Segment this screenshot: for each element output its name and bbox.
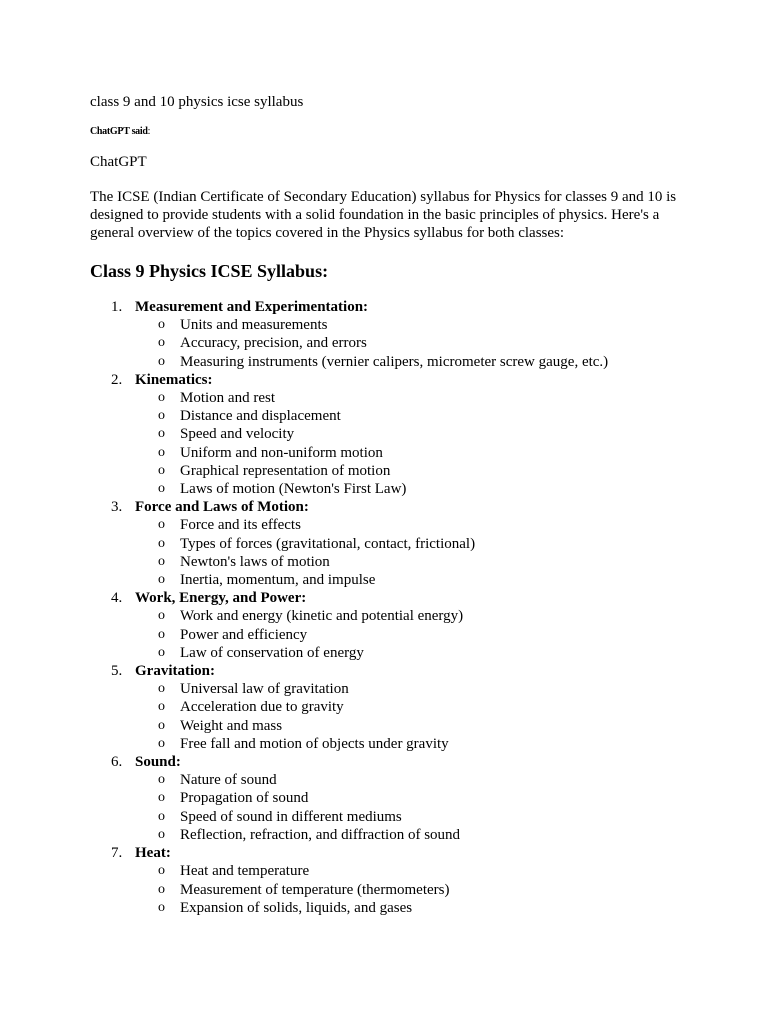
subtopic-list bbox=[90, 862, 690, 917]
subtopic-item bbox=[90, 826, 690, 844]
topic-title: Work, Energy, and Power: bbox=[135, 590, 307, 607]
subtopic-text: Nature of sound bbox=[180, 772, 277, 789]
subtopic-text: Work and energy (kinetic and potential energy) bbox=[180, 608, 464, 625]
subtopic-item bbox=[90, 607, 690, 625]
document-page bbox=[90, 92, 690, 917]
subtopic-text: Inertia, momentum, and impulse bbox=[180, 572, 376, 589]
subtopic-text: Types of forces (gravitational, contact, frictional) bbox=[180, 535, 476, 552]
topic-header bbox=[90, 753, 690, 771]
subtopic-item bbox=[90, 462, 690, 480]
subtopic-item bbox=[90, 316, 690, 334]
bullet-icon: o bbox=[158, 790, 165, 806]
subtopic-item bbox=[90, 644, 690, 662]
subtopic-list bbox=[90, 607, 690, 662]
subtopic-text: Measurement of temperature (thermometers) bbox=[180, 881, 450, 898]
bullet-icon: o bbox=[158, 444, 165, 460]
subtopic-item bbox=[90, 881, 690, 899]
said-label bbox=[90, 126, 690, 138]
topic-title: Force and Laws of Motion: bbox=[135, 499, 309, 516]
subtopic-text: Motion and rest bbox=[180, 390, 275, 407]
subtopic-text: Speed and velocity bbox=[180, 426, 295, 443]
subtopic-item bbox=[90, 389, 690, 407]
said-label-colon: : bbox=[147, 126, 151, 137]
bullet-icon: o bbox=[158, 699, 165, 715]
subtopic-text: Free fall and motion of objects under gravity bbox=[180, 735, 449, 752]
subtopic-list bbox=[90, 516, 690, 589]
said-label-bold: ChatGPT said bbox=[90, 126, 148, 137]
topic-title: Sound: bbox=[135, 754, 181, 771]
bullet-icon: o bbox=[158, 517, 165, 533]
subtopic-text: Uniform and non-uniform motion bbox=[180, 444, 383, 461]
subtopic-text: Units and measurements bbox=[180, 317, 328, 334]
subtopic-item bbox=[90, 808, 690, 826]
subtopic-text: Power and efficiency bbox=[180, 626, 308, 643]
bullet-icon: o bbox=[158, 717, 165, 733]
bullet-icon: o bbox=[158, 553, 165, 569]
subtopic-list bbox=[90, 680, 690, 753]
topic-item bbox=[90, 498, 690, 589]
subtopic-item bbox=[90, 771, 690, 789]
subtopic-text: Force and its effects bbox=[180, 517, 301, 534]
bullet-icon: o bbox=[158, 390, 165, 406]
subtopic-text: Distance and displacement bbox=[180, 408, 341, 425]
bullet-icon: o bbox=[158, 481, 165, 497]
topic-header bbox=[90, 662, 690, 680]
topic-list bbox=[90, 298, 690, 917]
subtopic-item bbox=[90, 626, 690, 644]
topic-header bbox=[90, 371, 690, 389]
bullet-icon: o bbox=[158, 772, 165, 788]
subtopic-text: Weight and mass bbox=[180, 717, 283, 734]
bullet-icon: o bbox=[158, 408, 165, 424]
subtopic-item bbox=[90, 899, 690, 917]
subtopic-text: Universal law of gravitation bbox=[180, 681, 349, 698]
topic-number: 3. bbox=[111, 499, 123, 516]
subtopic-text: Accuracy, precision, and errors bbox=[180, 335, 367, 352]
subtopic-text: Speed of sound in different mediums bbox=[180, 808, 402, 825]
subtopic-item bbox=[90, 680, 690, 698]
topic-item bbox=[90, 298, 690, 371]
subtopic-item bbox=[90, 553, 690, 571]
topic-item bbox=[90, 371, 690, 498]
bullet-icon: o bbox=[158, 572, 165, 588]
subtopic-item bbox=[90, 334, 690, 352]
subtopic-item bbox=[90, 425, 690, 443]
intro-paragraph: The ICSE (Indian Certificate of Secondary Education) syllabus for Physics for classes 9 and 10 is designed to provide students with a solid foundation in the basic principles of physics. Here's a general overview of the topics covered in the Physics syllabus for both classes: bbox=[90, 189, 677, 241]
topic-title: Gravitation: bbox=[135, 663, 215, 680]
bullet-icon: o bbox=[158, 808, 165, 824]
topic-header bbox=[90, 498, 690, 516]
assistant-name: ChatGPT bbox=[90, 154, 147, 170]
topic-title: Kinematics: bbox=[135, 371, 213, 388]
bullet-icon: o bbox=[158, 681, 165, 697]
section-heading: Class 9 Physics ICSE Syllabus: bbox=[90, 261, 329, 281]
topic-item bbox=[90, 844, 690, 917]
topic-title: Measurement and Experimentation: bbox=[135, 299, 369, 315]
topic-number: 6. bbox=[111, 754, 123, 771]
user-prompt: class 9 and 10 physics icse syllabus bbox=[90, 94, 304, 110]
topic-item bbox=[90, 589, 690, 662]
bullet-icon: o bbox=[158, 644, 165, 660]
topic-title: Heat: bbox=[135, 845, 171, 862]
subtopic-list bbox=[90, 316, 690, 371]
subtopic-text: Acceleration due to gravity bbox=[180, 699, 344, 716]
bullet-icon: o bbox=[158, 426, 165, 442]
subtopic-text: Propagation of sound bbox=[180, 790, 309, 807]
bullet-icon: o bbox=[158, 863, 165, 879]
subtopic-item bbox=[90, 735, 690, 753]
topic-item bbox=[90, 662, 690, 753]
subtopic-item bbox=[90, 535, 690, 553]
subtopic-text: Expansion of solids, liquids, and gases bbox=[180, 899, 413, 916]
subtopic-item bbox=[90, 571, 690, 589]
subtopic-text: Reflection, refraction, and diffraction of sound bbox=[180, 826, 461, 843]
subtopic-text: Laws of motion (Newton's First Law) bbox=[180, 481, 407, 498]
topic-header bbox=[90, 298, 690, 316]
subtopic-item bbox=[90, 444, 690, 462]
bullet-icon: o bbox=[158, 608, 165, 624]
subtopic-item bbox=[90, 698, 690, 716]
bullet-icon: o bbox=[158, 899, 165, 915]
bullet-icon: o bbox=[158, 353, 165, 369]
topic-number: 7. bbox=[111, 845, 123, 862]
subtopic-item bbox=[90, 353, 690, 371]
bullet-icon: o bbox=[158, 735, 165, 751]
bullet-icon: o bbox=[158, 535, 165, 551]
subtopic-item bbox=[90, 862, 690, 880]
subtopic-text: Law of conservation of energy bbox=[180, 644, 364, 661]
bullet-icon: o bbox=[158, 881, 165, 897]
subtopic-text: Heat and temperature bbox=[180, 863, 310, 880]
subtopic-text: Graphical representation of motion bbox=[180, 462, 391, 479]
subtopic-item bbox=[90, 480, 690, 498]
bullet-icon: o bbox=[158, 317, 165, 333]
topic-item bbox=[90, 753, 690, 844]
bullet-icon: o bbox=[158, 626, 165, 642]
subtopic-text: Newton's laws of motion bbox=[180, 553, 330, 570]
topic-number: 1. bbox=[111, 299, 123, 315]
topic-header bbox=[90, 589, 690, 607]
bullet-icon: o bbox=[158, 826, 165, 842]
subtopic-item bbox=[90, 789, 690, 807]
subtopic-item bbox=[90, 516, 690, 534]
topic-header bbox=[90, 844, 690, 862]
bullet-icon: o bbox=[158, 462, 165, 478]
subtopic-item bbox=[90, 717, 690, 735]
subtopic-item bbox=[90, 407, 690, 425]
subtopic-list bbox=[90, 389, 690, 498]
topic-number: 2. bbox=[111, 371, 123, 388]
topic-number: 5. bbox=[111, 663, 123, 680]
subtopic-list bbox=[90, 771, 690, 844]
subtopic-text: Measuring instruments (vernier calipers, micrometer screw gauge, etc.) bbox=[180, 353, 609, 370]
topic-number: 4. bbox=[111, 590, 123, 607]
bullet-icon: o bbox=[158, 335, 165, 351]
